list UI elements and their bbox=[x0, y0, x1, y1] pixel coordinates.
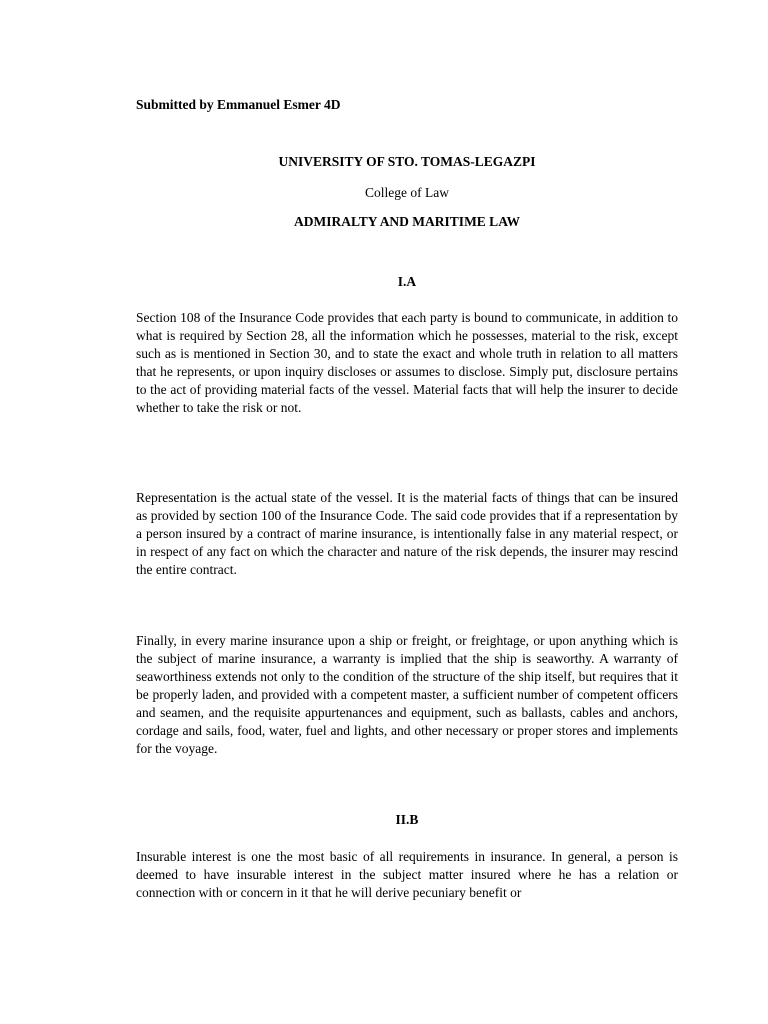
college-name: College of Law bbox=[365, 185, 449, 200]
section-heading-1: I.A bbox=[397, 274, 417, 289]
submitted-by-line: Submitted by Emmanuel Esmer 4D bbox=[136, 97, 341, 112]
paragraph-representation: Representation is the actual state of the vessel. It is the material facts of things that can be insured as provided by section 100 of the Insurance Code. The said code provides that if a representation by a person insured by a contract of marine insurance, is intentionally false in any material respect, or in respect of any fact on which the character and nature of the risk depends, the insurer may rescind the entire contract. bbox=[136, 490, 678, 577]
section-heading-2: II.B bbox=[395, 812, 419, 827]
paragraph-seaworthiness: Finally, in every marine insurance upon a ship or freight, or freightage, or upon anything which is the subject of marine insurance, a warranty is implied that the ship is seaworthy. A warranty of seaworthiness extends not only to the condition of the structure of the ship itself, but requires that it be properly laden, and provided with a competent master, a sufficient number of competent officers and seamen, and the requisite appurtenances and equipment, such as ballasts, cables and anchors, cordage and sails, food, water, fuel and lights, and other necessary or proper stores and implements for the voyage. bbox=[136, 633, 678, 756]
course-title: ADMIRALTY AND MARITIME LAW bbox=[294, 214, 520, 229]
paragraph-insurable-interest: Insurable interest is one the most basic of all requirements in insurance. In general, a person is deemed to have insurable interest in the subject matter insured where he has a relation or connection with or concern in it that he will derive pecuniary benefit or bbox=[136, 849, 678, 900]
university-title: UNIVERSITY OF STO. TOMAS-LEGAZPI bbox=[278, 154, 536, 169]
paragraph-disclosure: Section 108 of the Insurance Code provides that each party is bound to communicate, in addition to what is required by Section 28, all the information which he possesses, material to the risk, except such as is mentioned in Section 30, and to state the exact and whole truth in relation to all matters that he represents, or upon inquiry discloses or assumes to disclose. Simply put, disclosure pertains to the act of providing material facts of the vessel. Material facts that will help the insurer to decide whether to take the risk or not. bbox=[136, 310, 678, 415]
